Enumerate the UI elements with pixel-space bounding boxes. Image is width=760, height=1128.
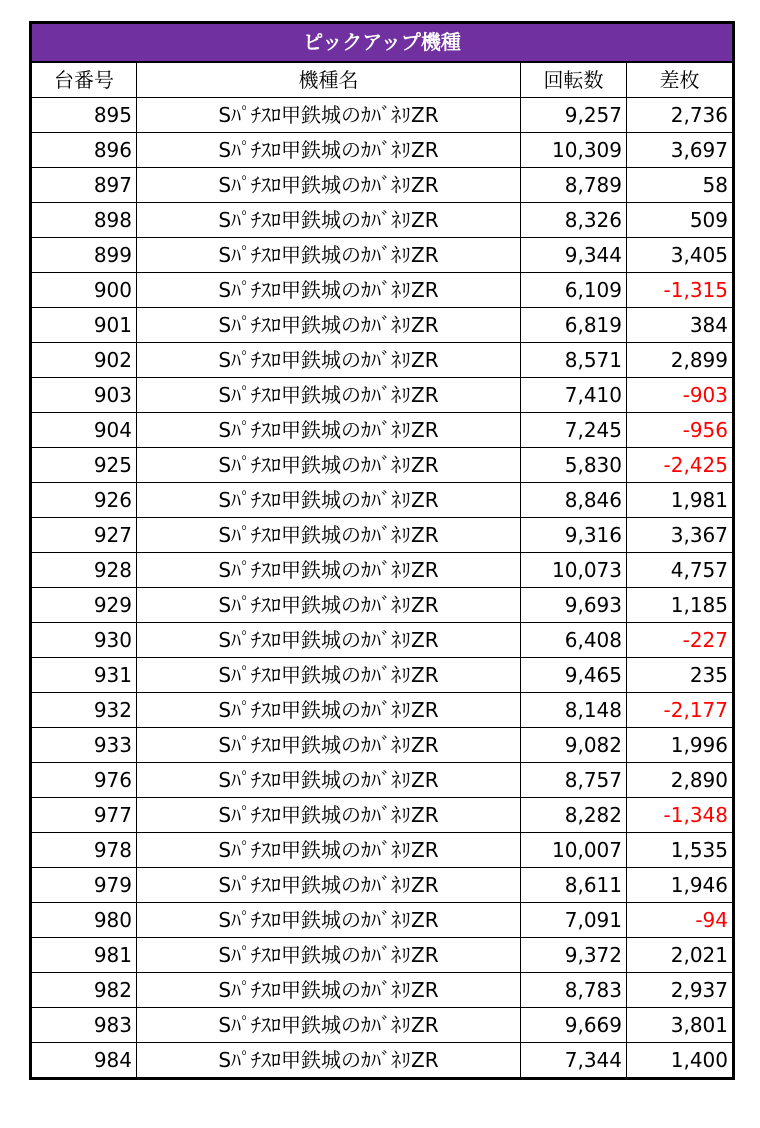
cell-number: 903 (31, 378, 137, 413)
table-row (31, 483, 734, 518)
cell-number: 933 (31, 728, 137, 763)
cell-model: Sﾊﾟﾁｽﾛ甲鉄城のｶﾊﾞﾈﾘZR (137, 1043, 521, 1079)
cell-number: 930 (31, 623, 137, 658)
cell-model: Sﾊﾟﾁｽﾛ甲鉄城のｶﾊﾞﾈﾘZR (137, 868, 521, 903)
cell-diff: -1,315 (627, 273, 734, 308)
table-row (31, 378, 734, 413)
cell-spins: 8,757 (521, 763, 627, 798)
header-model: 機種名 (137, 62, 521, 98)
table-row (31, 728, 734, 763)
table-row (31, 658, 734, 693)
cell-model: Sﾊﾟﾁｽﾛ甲鉄城のｶﾊﾞﾈﾘZR (137, 413, 521, 448)
cell-spins: 7,344 (521, 1043, 627, 1079)
cell-diff: 1,946 (627, 868, 734, 903)
cell-model: Sﾊﾟﾁｽﾛ甲鉄城のｶﾊﾞﾈﾘZR (137, 693, 521, 728)
cell-diff: 2,021 (627, 938, 734, 973)
cell-spins: 9,344 (521, 238, 627, 273)
cell-spins: 10,007 (521, 833, 627, 868)
cell-model: Sﾊﾟﾁｽﾛ甲鉄城のｶﾊﾞﾈﾘZR (137, 343, 521, 378)
cell-spins: 9,693 (521, 588, 627, 623)
table-row (31, 238, 734, 273)
table-row (31, 448, 734, 483)
cell-diff: 3,405 (627, 238, 734, 273)
cell-model: Sﾊﾟﾁｽﾛ甲鉄城のｶﾊﾞﾈﾘZR (137, 203, 521, 238)
table-row (31, 98, 734, 133)
cell-diff: 4,757 (627, 553, 734, 588)
cell-diff: 1,185 (627, 588, 734, 623)
cell-number: 976 (31, 763, 137, 798)
cell-number: 900 (31, 273, 137, 308)
cell-diff: 1,981 (627, 483, 734, 518)
table-row (31, 798, 734, 833)
cell-diff: -227 (627, 623, 734, 658)
cell-diff: 2,899 (627, 343, 734, 378)
cell-spins: 7,245 (521, 413, 627, 448)
cell-spins: 8,783 (521, 973, 627, 1008)
cell-number: 929 (31, 588, 137, 623)
cell-diff: -94 (627, 903, 734, 938)
cell-spins: 9,372 (521, 938, 627, 973)
cell-model: Sﾊﾟﾁｽﾛ甲鉄城のｶﾊﾞﾈﾘZR (137, 308, 521, 343)
cell-diff: 1,535 (627, 833, 734, 868)
table-row (31, 553, 734, 588)
cell-model: Sﾊﾟﾁｽﾛ甲鉄城のｶﾊﾞﾈﾘZR (137, 623, 521, 658)
cell-model: Sﾊﾟﾁｽﾛ甲鉄城のｶﾊﾞﾈﾘZR (137, 98, 521, 133)
cell-spins: 8,326 (521, 203, 627, 238)
cell-model: Sﾊﾟﾁｽﾛ甲鉄城のｶﾊﾞﾈﾘZR (137, 168, 521, 203)
table-row (31, 343, 734, 378)
cell-number: 904 (31, 413, 137, 448)
cell-model: Sﾊﾟﾁｽﾛ甲鉄城のｶﾊﾞﾈﾘZR (137, 553, 521, 588)
cell-model: Sﾊﾟﾁｽﾛ甲鉄城のｶﾊﾞﾈﾘZR (137, 1008, 521, 1043)
cell-spins: 8,148 (521, 693, 627, 728)
cell-number: 899 (31, 238, 137, 273)
cell-spins: 6,819 (521, 308, 627, 343)
cell-spins: 8,571 (521, 343, 627, 378)
cell-diff: 384 (627, 308, 734, 343)
cell-diff: 509 (627, 203, 734, 238)
cell-number: 978 (31, 833, 137, 868)
cell-diff: 235 (627, 658, 734, 693)
cell-number: 981 (31, 938, 137, 973)
cell-model: Sﾊﾟﾁｽﾛ甲鉄城のｶﾊﾞﾈﾘZR (137, 798, 521, 833)
cell-diff: 3,697 (627, 133, 734, 168)
cell-number: 927 (31, 518, 137, 553)
cell-number: 925 (31, 448, 137, 483)
table-row (31, 1043, 734, 1079)
cell-number: 897 (31, 168, 137, 203)
cell-spins: 9,669 (521, 1008, 627, 1043)
cell-model: Sﾊﾟﾁｽﾛ甲鉄城のｶﾊﾞﾈﾘZR (137, 658, 521, 693)
table-row (31, 133, 734, 168)
cell-number: 979 (31, 868, 137, 903)
cell-spins: 5,830 (521, 448, 627, 483)
cell-number: 982 (31, 973, 137, 1008)
cell-diff: 2,937 (627, 973, 734, 1008)
cell-diff: 2,736 (627, 98, 734, 133)
cell-spins: 8,846 (521, 483, 627, 518)
table-title: ピックアップ機種 (31, 23, 734, 63)
cell-model: Sﾊﾟﾁｽﾛ甲鉄城のｶﾊﾞﾈﾘZR (137, 378, 521, 413)
cell-diff: -956 (627, 413, 734, 448)
cell-spins: 8,282 (521, 798, 627, 833)
table-row (31, 938, 734, 973)
table-row (31, 903, 734, 938)
cell-number: 896 (31, 133, 137, 168)
cell-diff: -2,425 (627, 448, 734, 483)
table-row (31, 588, 734, 623)
cell-spins: 9,316 (521, 518, 627, 553)
header-row (31, 62, 734, 98)
table-body (31, 98, 734, 1079)
cell-model: Sﾊﾟﾁｽﾛ甲鉄城のｶﾊﾞﾈﾘZR (137, 483, 521, 518)
cell-spins: 9,257 (521, 98, 627, 133)
cell-diff: -1,348 (627, 798, 734, 833)
cell-number: 983 (31, 1008, 137, 1043)
cell-model: Sﾊﾟﾁｽﾛ甲鉄城のｶﾊﾞﾈﾘZR (137, 973, 521, 1008)
table-row (31, 308, 734, 343)
cell-spins: 9,465 (521, 658, 627, 693)
cell-model: Sﾊﾟﾁｽﾛ甲鉄城のｶﾊﾞﾈﾘZR (137, 903, 521, 938)
table-row (31, 763, 734, 798)
table-row (31, 413, 734, 448)
cell-spins: 10,309 (521, 133, 627, 168)
cell-diff: 3,801 (627, 1008, 734, 1043)
cell-number: 928 (31, 553, 137, 588)
cell-model: Sﾊﾟﾁｽﾛ甲鉄城のｶﾊﾞﾈﾘZR (137, 273, 521, 308)
cell-spins: 6,109 (521, 273, 627, 308)
cell-spins: 8,789 (521, 168, 627, 203)
cell-number: 977 (31, 798, 137, 833)
cell-diff: -903 (627, 378, 734, 413)
cell-model: Sﾊﾟﾁｽﾛ甲鉄城のｶﾊﾞﾈﾘZR (137, 833, 521, 868)
cell-model: Sﾊﾟﾁｽﾛ甲鉄城のｶﾊﾞﾈﾘZR (137, 938, 521, 973)
table-row (31, 203, 734, 238)
cell-number: 926 (31, 483, 137, 518)
cell-number: 895 (31, 98, 137, 133)
cell-model: Sﾊﾟﾁｽﾛ甲鉄城のｶﾊﾞﾈﾘZR (137, 518, 521, 553)
header-diff: 差枚 (627, 62, 734, 98)
cell-model: Sﾊﾟﾁｽﾛ甲鉄城のｶﾊﾞﾈﾘZR (137, 763, 521, 798)
cell-spins: 8,611 (521, 868, 627, 903)
cell-number: 984 (31, 1043, 137, 1079)
table-row (31, 868, 734, 903)
cell-model: Sﾊﾟﾁｽﾛ甲鉄城のｶﾊﾞﾈﾘZR (137, 133, 521, 168)
cell-model: Sﾊﾟﾁｽﾛ甲鉄城のｶﾊﾞﾈﾘZR (137, 238, 521, 273)
cell-diff: 2,890 (627, 763, 734, 798)
cell-spins: 9,082 (521, 728, 627, 763)
cell-spins: 6,408 (521, 623, 627, 658)
header-spins: 回転数 (521, 62, 627, 98)
cell-diff: -2,177 (627, 693, 734, 728)
table-row (31, 833, 734, 868)
table-row (31, 693, 734, 728)
title-row (31, 23, 734, 63)
cell-number: 980 (31, 903, 137, 938)
table-row (31, 273, 734, 308)
cell-model: Sﾊﾟﾁｽﾛ甲鉄城のｶﾊﾞﾈﾘZR (137, 448, 521, 483)
cell-diff: 1,996 (627, 728, 734, 763)
table-row (31, 973, 734, 1008)
cell-number: 901 (31, 308, 137, 343)
table-row (31, 518, 734, 553)
table-row (31, 168, 734, 203)
cell-model: Sﾊﾟﾁｽﾛ甲鉄城のｶﾊﾞﾈﾘZR (137, 728, 521, 763)
table-row (31, 623, 734, 658)
cell-number: 932 (31, 693, 137, 728)
cell-diff: 58 (627, 168, 734, 203)
cell-number: 898 (31, 203, 137, 238)
header-number: 台番号 (31, 62, 137, 98)
cell-model: Sﾊﾟﾁｽﾛ甲鉄城のｶﾊﾞﾈﾘZR (137, 588, 521, 623)
table-row (31, 1008, 734, 1043)
cell-diff: 3,367 (627, 518, 734, 553)
cell-spins: 7,091 (521, 903, 627, 938)
cell-diff: 1,400 (627, 1043, 734, 1079)
pickup-table (29, 21, 735, 1080)
cell-spins: 10,073 (521, 553, 627, 588)
cell-number: 902 (31, 343, 137, 378)
cell-number: 931 (31, 658, 137, 693)
cell-spins: 7,410 (521, 378, 627, 413)
